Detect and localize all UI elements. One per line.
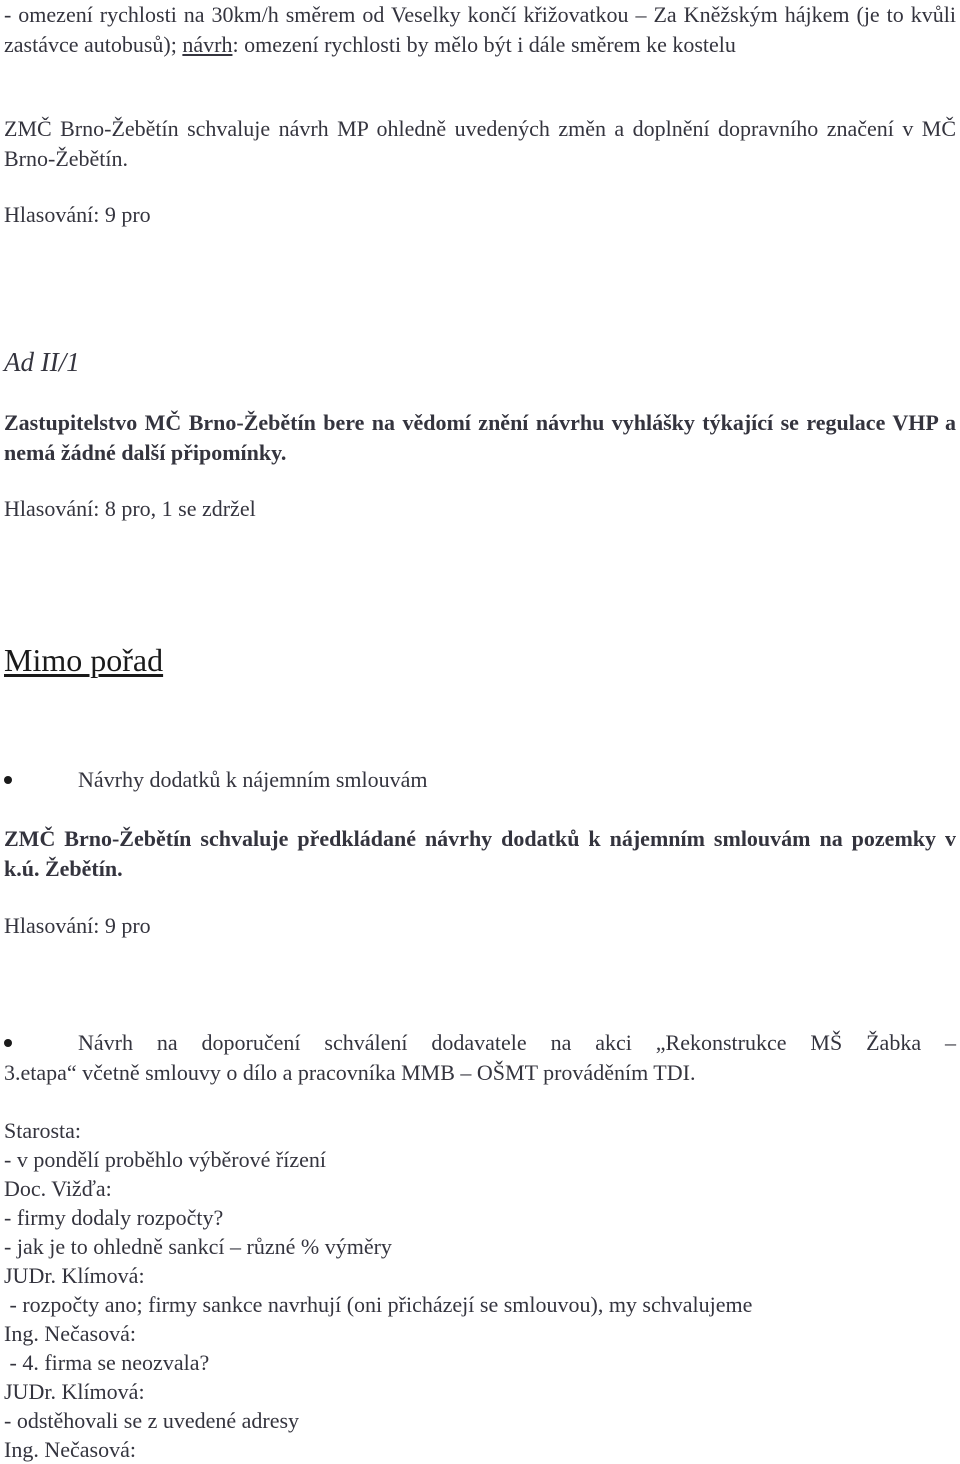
vote-result-2: Hlasování: 8 pro, 1 se zdržel xyxy=(4,496,256,521)
speed-limit-text-part1: - omezení rychlosti na 30km/h směrem od Veselky končí křižovatkou – Za Kněžským hájkem (je to kvůli zastávce autobusů); xyxy=(4,2,956,57)
bullet-text: Návrhy dodatků k nájemním smlouvám xyxy=(78,767,428,792)
vote-result-3: Hlasování: 9 pro xyxy=(4,913,151,938)
section-heading-ad-ii-1: Ad II/1 xyxy=(4,347,80,377)
discussion-line: - firmy dodaly rozpočty? xyxy=(4,1205,224,1230)
resolution-vhp-regulation: Zastupitelstvo MČ Brno-Žebětín bere na vědomí znění návrhu vyhlášky týkající se regulace VHP a nemá žádné další připomínky. xyxy=(4,410,956,465)
vote-result-1: Hlasování: 9 pro xyxy=(4,202,151,227)
discussion-line: - v pondělí proběhlo výběrové řízení xyxy=(4,1147,326,1172)
discussion-line: - rozpočty ano; firmy sankce navrhují (oni přicházejí se smlouvou), my schvalujeme xyxy=(4,1292,753,1317)
discussion-line: - odstěhovali se z uvedené adresy xyxy=(4,1408,300,1433)
bullet-item-supplier-approval xyxy=(4,1028,956,1058)
bullet-text-line-2: 3.etapa“ včetně smlouvy o dílo a pracovníka MMB – OŠMT prováděním TDI. xyxy=(4,1060,696,1085)
speaker-label: JUDr. Klímová: xyxy=(4,1263,145,1288)
bullet-item-lease-amendments xyxy=(4,765,956,795)
speed-limit-paragraph xyxy=(4,0,956,60)
section-heading-mimo-porad: Mimo pořad xyxy=(4,642,164,678)
resolution-lease-amendments: ZMČ Brno-Žebětín schvaluje předkládané návrhy dodatků k nájemním smlouvám na pozemky v k.ú. Žebětín. xyxy=(4,826,956,881)
speaker-label: JUDr. Klímová: xyxy=(4,1379,145,1404)
speed-limit-text-part2: : omezení rychlosti by mělo být i dále směrem ke kostelu xyxy=(232,32,736,57)
speaker-label: Ing. Nečasová: xyxy=(4,1321,136,1346)
speaker-label: Doc. Vižďa: xyxy=(4,1176,112,1201)
navrh-underlined-word: návrh xyxy=(182,32,233,57)
speaker-label: Starosta: xyxy=(4,1118,81,1143)
bullet-dot-icon xyxy=(4,1039,12,1047)
bullet-text-line-1: Návrh na doporučení schválení dodavatele na akci „Rekonstrukce MŠ Žabka – xyxy=(78,1030,956,1055)
speaker-label: Ing. Nečasová: xyxy=(4,1437,136,1462)
resolution-traffic-signs: ZMČ Brno-Žebětín schvaluje návrh MP ohledně uvedených změn a doplnění dopravního značení v MČ Brno-Žebětín. xyxy=(4,116,956,171)
discussion-line: - jak je to ohledně sankcí – různé % výměry xyxy=(4,1234,392,1259)
bullet-dot-icon xyxy=(4,776,12,784)
discussion-line: - 4. firma se neozvala? xyxy=(4,1350,210,1375)
